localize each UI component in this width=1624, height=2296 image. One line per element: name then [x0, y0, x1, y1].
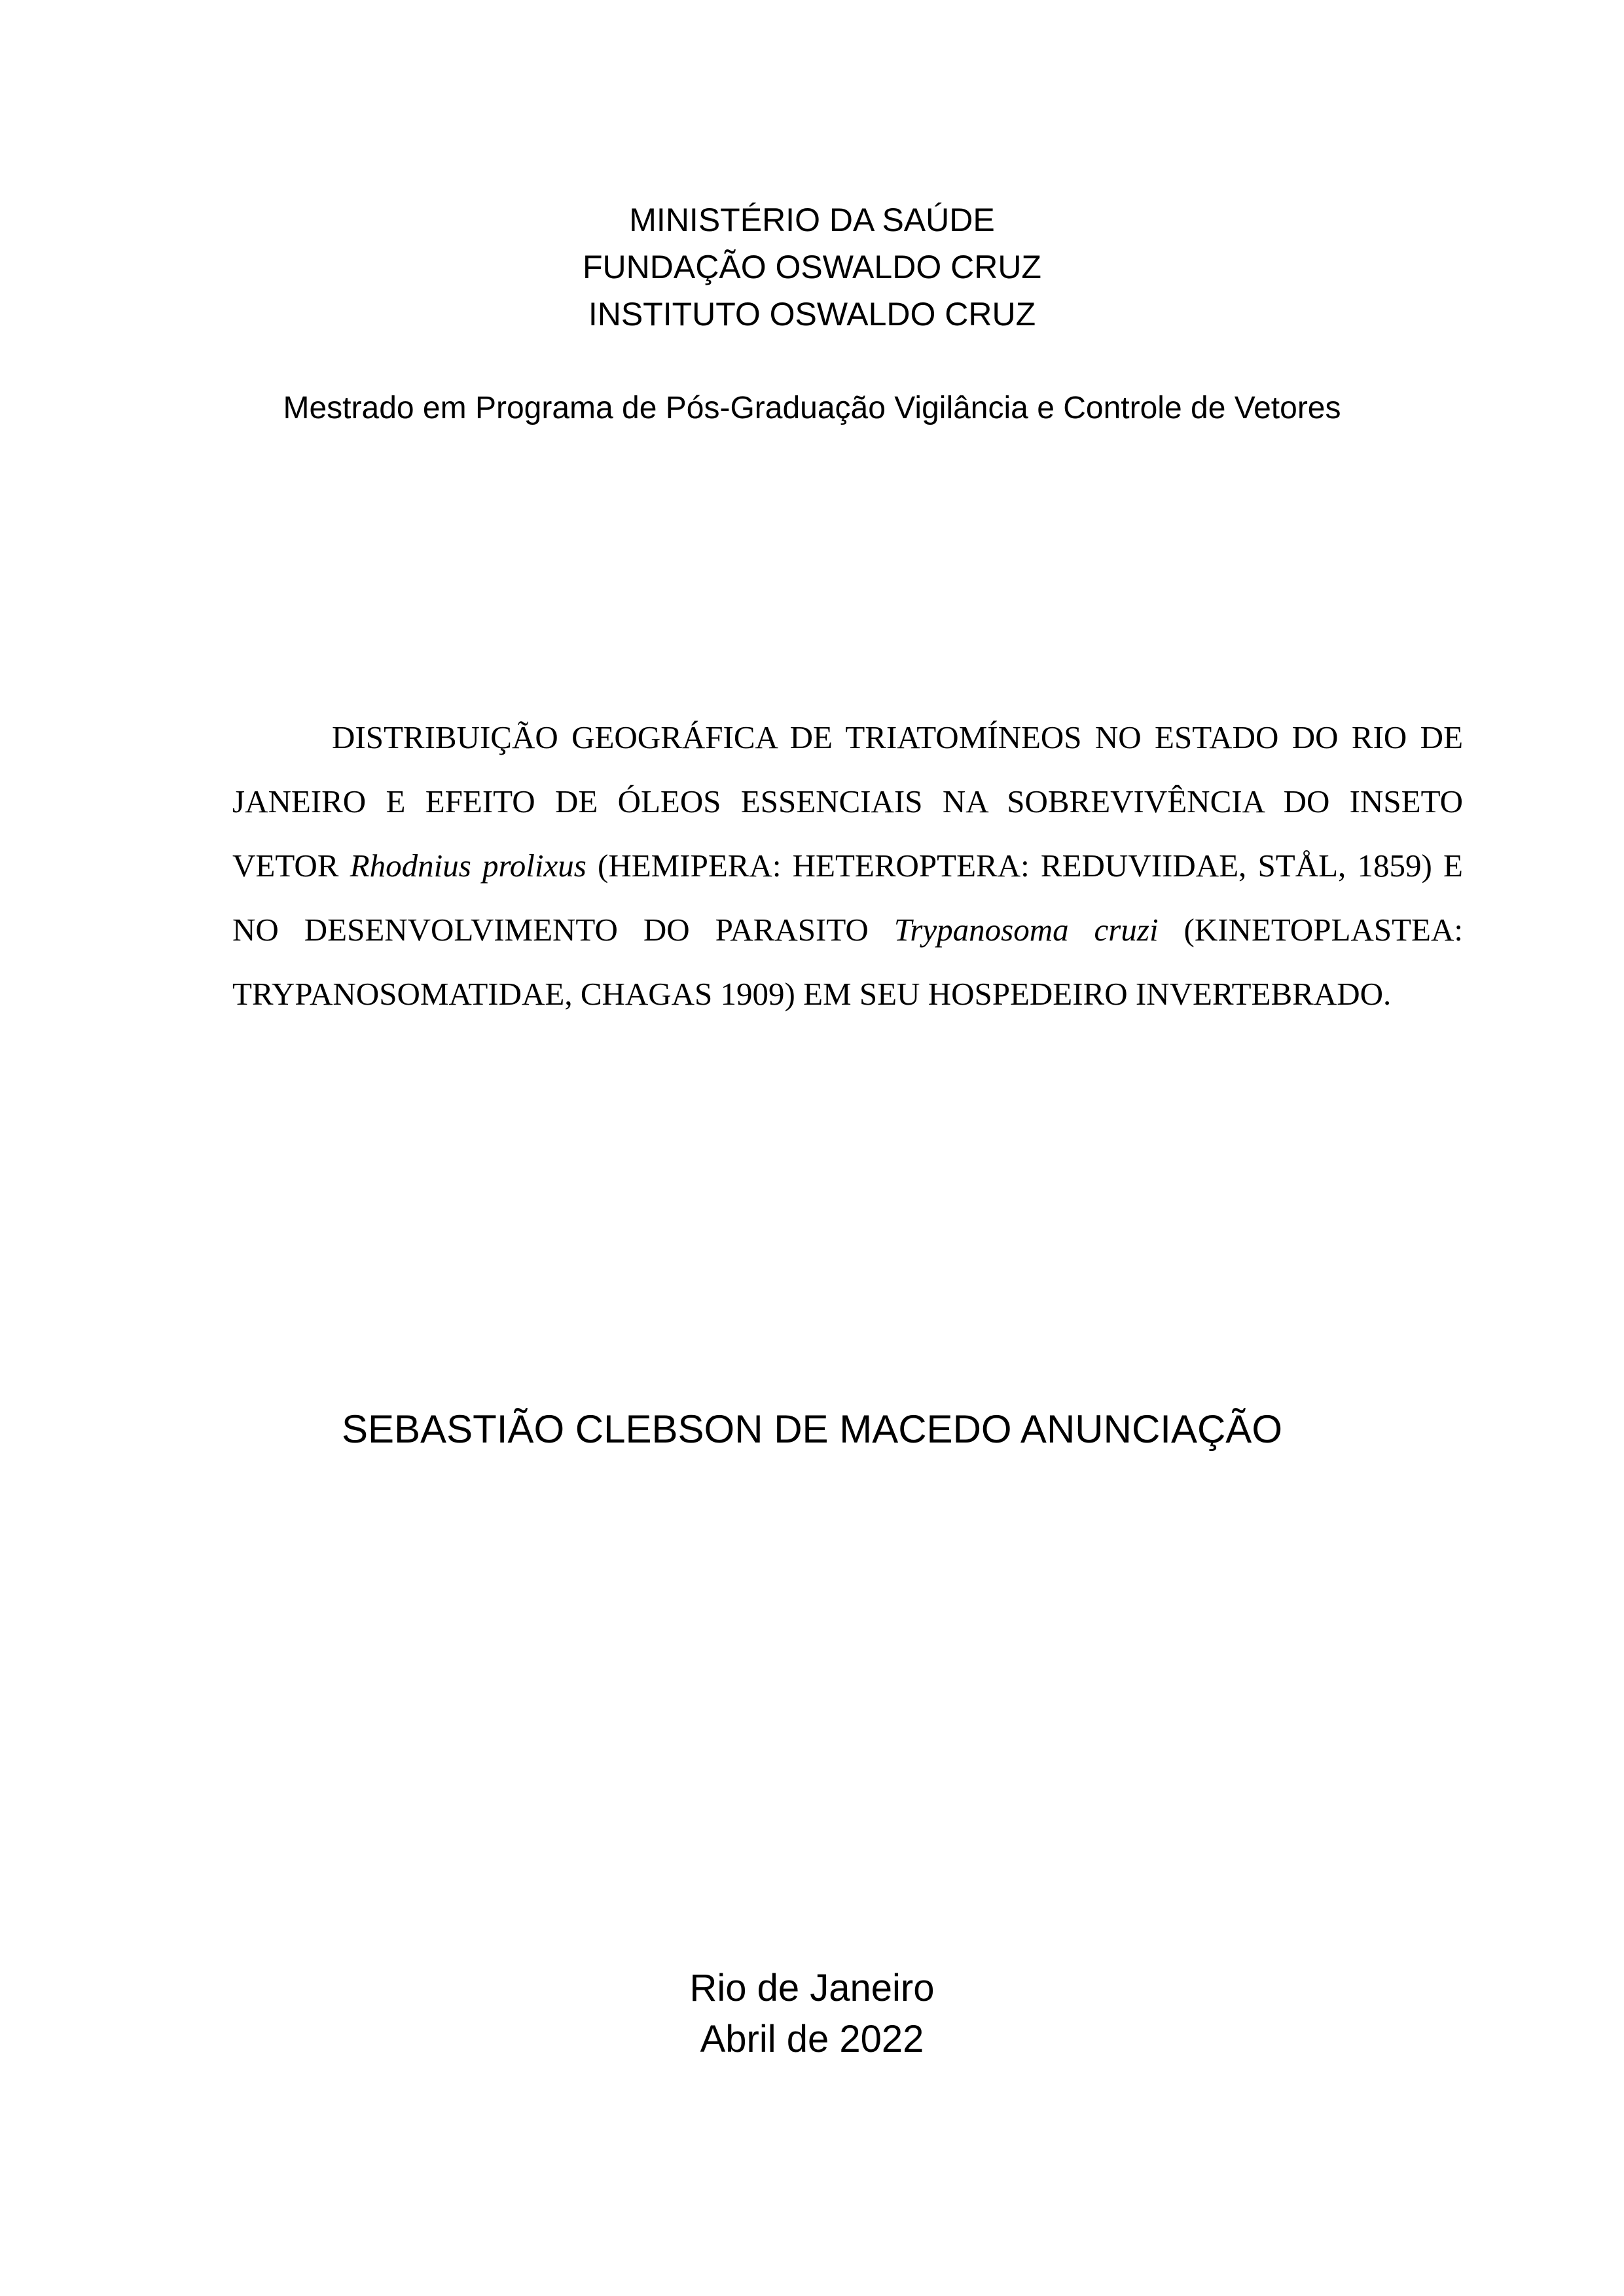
program-name: Mestrado em Programa de Pós-Graduação Vigilância e Controle de Vetores: [283, 391, 1341, 425]
title-part-2: (HEMIPERA: HETEROPTERA: REDUVIIDAE, STÅL, 1859) E NO DESENVOLVIMENTO DO PARASITO: [232, 848, 1463, 948]
ministry-name: MINISTÉRIO DA SAÚDE: [629, 202, 995, 238]
foundation-name: FUNDAÇÃO OSWALDO CRUZ: [583, 249, 1041, 285]
institute-name: INSTITUTO OSWALDO CRUZ: [588, 296, 1036, 332]
title-species-trypanosoma: Trypanosoma cruzi: [893, 912, 1159, 948]
title-part-1: DISTRIBUIÇÃO GEOGRÁFICA DE TRIATOMÍNEOS NO ESTADO DO RIO DE JANEIRO E EFEITO DE ÓLEOS ESSENCIAIS NA SOBREVIVÊNCIA DO INSETO VETOR: [232, 719, 1463, 884]
title-species-rhodnius: Rhodnius prolixus: [350, 848, 586, 884]
dissertation-title: [232, 706, 1463, 1026]
institution-header: [0, 196, 1624, 338]
author-name: SEBASTIÃO CLEBSON DE MACEDO ANUNCIAÇÃO: [342, 1407, 1282, 1451]
date: Abril de 2022: [700, 2018, 924, 2060]
title-part-3: (KINETOPLASTEA: TRYPANOSOMATIDAE, CHAGAS 1909) EM SEU HOSPEDEIRO INVERTEBRADO.: [232, 912, 1463, 1012]
place: Rio de Janeiro: [689, 1967, 935, 2009]
